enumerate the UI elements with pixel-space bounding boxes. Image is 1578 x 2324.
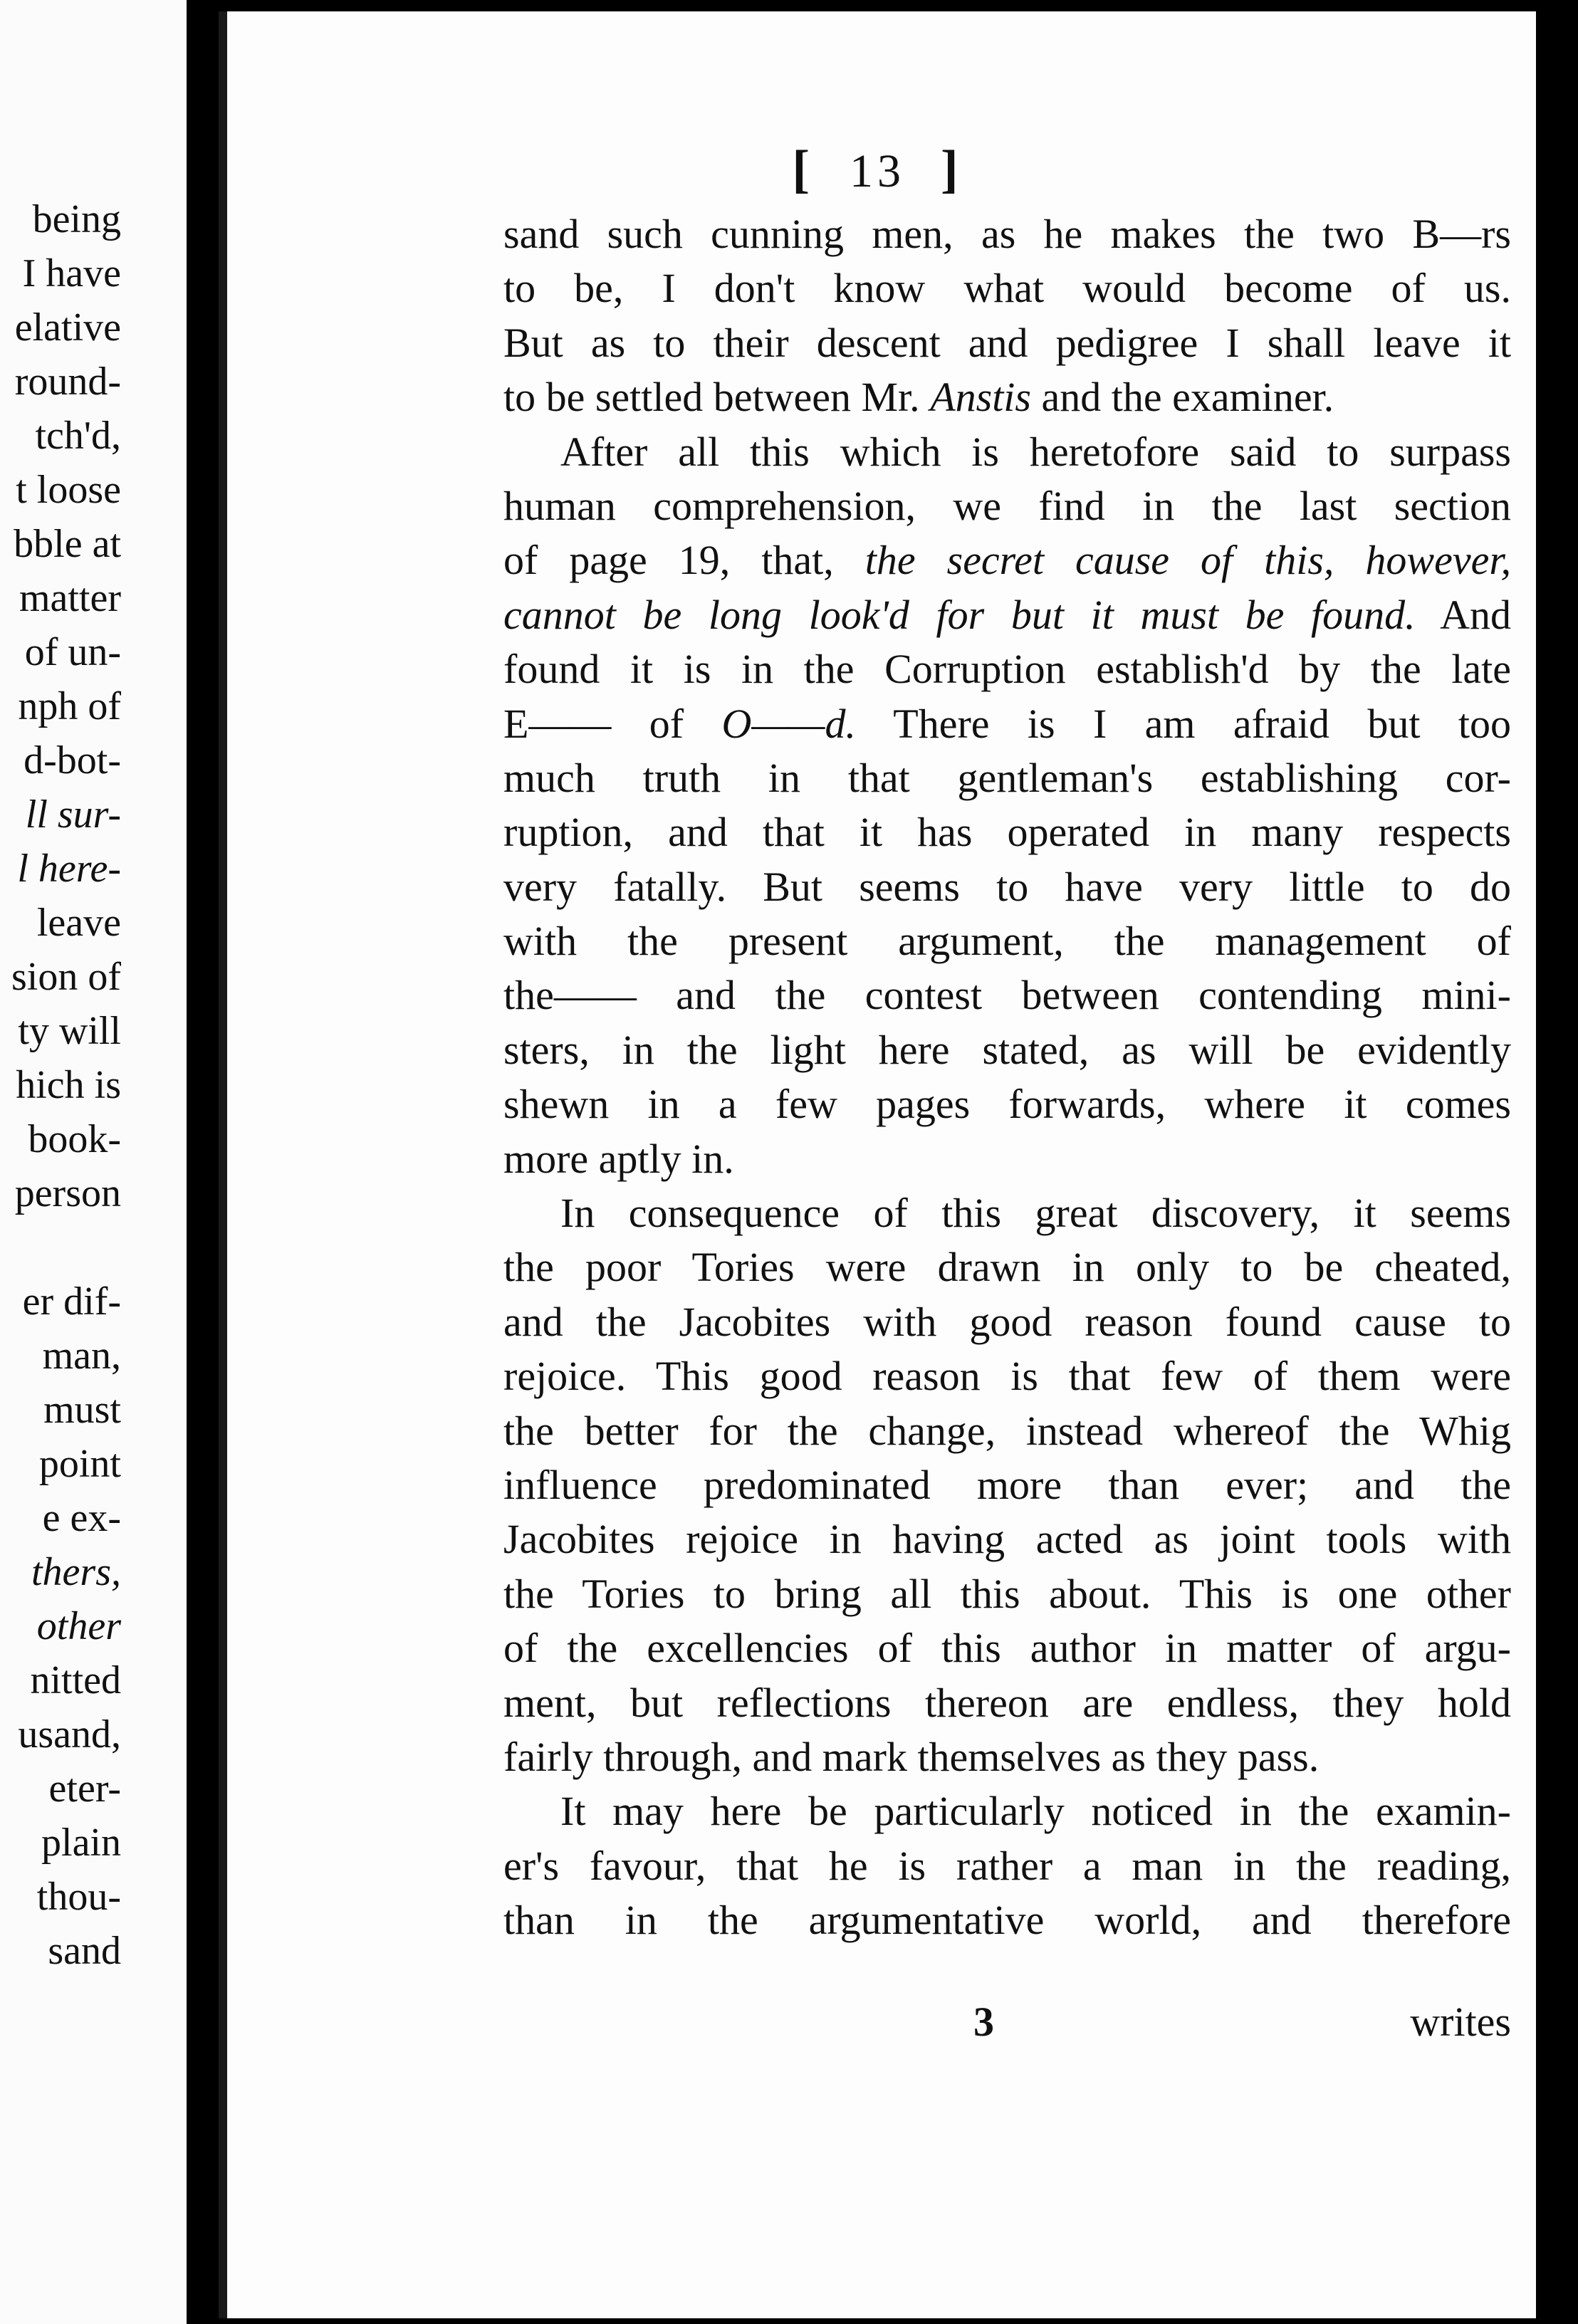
text-run: er's favour, that he is rather a man in the reading, xyxy=(503,1842,1511,1889)
text-run: sand such cunning men, as he makes the two B—rs xyxy=(503,211,1511,257)
text-run: And xyxy=(1415,591,1511,638)
facing-page-line: matter xyxy=(19,576,121,620)
open-bracket: [ xyxy=(792,140,814,199)
text-line xyxy=(503,1404,1511,1458)
facing-page-line: hich is xyxy=(16,1063,121,1107)
facing-page-line: leave xyxy=(36,901,121,945)
facing-page-line: eter- xyxy=(48,1766,121,1811)
facing-page-line: thers, xyxy=(31,1550,121,1594)
text-run: There is I am afraid but too xyxy=(856,700,1512,747)
facing-page-line: bble at xyxy=(14,522,121,566)
facing-page-line: usand, xyxy=(18,1712,121,1757)
close-bracket: ] xyxy=(941,140,963,199)
facing-page-line: e ex- xyxy=(42,1496,121,1540)
body-text xyxy=(503,207,1511,1948)
text-line xyxy=(503,697,1511,751)
text-run: ment, but reflections thereon are endless, they hold xyxy=(503,1679,1511,1726)
text-line xyxy=(503,1295,1511,1349)
text-run: very fatally. But seems to have very little to do xyxy=(503,863,1511,910)
text-line xyxy=(503,370,1511,424)
facing-page-line: elative xyxy=(14,305,121,350)
facing-page-line: of un- xyxy=(24,630,121,674)
text-line xyxy=(503,914,1511,968)
text-line xyxy=(503,425,1511,479)
facing-page-line: t loose xyxy=(16,468,121,512)
facing-page-line: ll sur- xyxy=(25,792,121,837)
text-run: of the excellencies of this author in matter of argu- xyxy=(503,1625,1511,1672)
text-line xyxy=(503,207,1511,261)
text-run: than in the argumentative world, and therefore xyxy=(503,1897,1511,1944)
italic-text: the secret cause of this, however, xyxy=(864,537,1511,584)
text-line xyxy=(503,1077,1511,1131)
text-line xyxy=(503,805,1511,859)
text-run: fairly through, and mark themselves as they pass. xyxy=(503,1733,1320,1780)
text-run: much truth in that gentleman's establishing cor- xyxy=(503,754,1511,801)
facing-page-line: nitted xyxy=(30,1658,121,1702)
italic-text: Anstis xyxy=(930,374,1031,421)
text-line xyxy=(503,1512,1511,1566)
text-line xyxy=(503,1839,1511,1893)
facing-page-line: book- xyxy=(28,1117,121,1161)
text-run: and the Jacobites with good reason found cause to xyxy=(503,1298,1511,1345)
catchword: writes xyxy=(1410,1999,1511,2045)
text-line xyxy=(503,1567,1511,1621)
facing-page-line: tch'd, xyxy=(35,414,121,458)
text-run: ruption, and that it has operated in many respects xyxy=(503,809,1511,856)
facing-page-line: plain xyxy=(41,1821,121,1865)
signature-mark: 3 xyxy=(973,1999,994,2045)
italic-text: O——d. xyxy=(721,700,856,747)
text-line xyxy=(503,1676,1511,1730)
text-line xyxy=(503,1349,1511,1403)
text-run: influence predominated more than ever; and the xyxy=(503,1461,1511,1508)
text-run: the—— and the contest between contending mini- xyxy=(503,972,1511,1019)
text-run: to be, I don't know what would become of us. xyxy=(503,265,1511,312)
text-line xyxy=(503,1784,1511,1838)
text-run: shewn in a few pages forwards, where it comes xyxy=(503,1081,1511,1128)
text-run: human comprehension, we find in the last section xyxy=(503,482,1511,529)
text-run: E—— of xyxy=(503,700,722,747)
gutter xyxy=(187,0,219,2324)
text-line xyxy=(503,968,1511,1022)
text-line xyxy=(503,1132,1511,1186)
facing-page-line: thou- xyxy=(36,1875,121,1919)
text-run: the Tories to bring all this about. This is one other xyxy=(503,1570,1511,1617)
text-run: found it is in the Corruption establish'd by the late xyxy=(503,646,1511,693)
facing-page-line: sion of xyxy=(11,955,121,999)
text-run: sters, in the light here stated, as will be evidently xyxy=(503,1026,1511,1073)
text-run: with the present argument, the management of xyxy=(503,918,1511,965)
text-line xyxy=(503,316,1511,370)
facing-page-line: person xyxy=(14,1171,121,1215)
text-line xyxy=(503,1893,1511,1947)
text-line xyxy=(503,261,1511,315)
page-footer xyxy=(503,1998,1511,2055)
book-page xyxy=(219,11,1536,2318)
text-line xyxy=(503,588,1511,642)
text-run: the better for the change, instead whereof the Whig xyxy=(503,1407,1511,1454)
text-line xyxy=(503,533,1511,587)
text-run: rejoice. This good reason is that few of them were xyxy=(503,1353,1511,1400)
text-run: to be settled between Mr. xyxy=(503,374,931,421)
facing-page-line: d-bot- xyxy=(23,738,121,782)
facing-page-line: round- xyxy=(14,360,121,404)
text-line xyxy=(503,1240,1511,1294)
facing-page-line: I have xyxy=(22,251,121,295)
text-line xyxy=(503,1730,1511,1784)
text-line xyxy=(503,751,1511,805)
facing-page-line: er dif- xyxy=(22,1279,121,1324)
italic-text: cannot be long look'd for but it must be found. xyxy=(503,591,1416,638)
text-line xyxy=(503,1023,1511,1077)
text-run: and the examiner. xyxy=(1031,374,1334,421)
facing-page-line: sand xyxy=(48,1929,121,1973)
text-run: It may here be particularly noticed in the examin- xyxy=(560,1788,1511,1835)
facing-page-line: ty will xyxy=(18,1009,121,1053)
facing-page-line: must xyxy=(43,1388,121,1432)
text-run: the poor Tories were drawn in only to be cheated, xyxy=(503,1244,1511,1291)
text-line xyxy=(503,1621,1511,1675)
text-run: After all this which is heretofore said to surpass xyxy=(560,428,1511,475)
page-edge xyxy=(219,11,227,2318)
text-run: But as to their descent and pedigree I shall leave it xyxy=(503,319,1511,366)
text-line xyxy=(503,1186,1511,1240)
text-run: In consequence of this great discovery, it seems xyxy=(560,1190,1511,1237)
page-header xyxy=(219,140,1536,200)
facing-page-line: point xyxy=(38,1442,121,1486)
facing-page-line: man, xyxy=(42,1334,121,1378)
text-run: Jacobites rejoice in having acted as joint tools with xyxy=(503,1516,1511,1563)
text-line xyxy=(503,642,1511,696)
facing-page-line: nph of xyxy=(18,684,121,728)
facing-page-fragment xyxy=(0,0,187,2324)
text-line xyxy=(503,479,1511,533)
facing-page-line: other xyxy=(36,1604,121,1648)
facing-page-line: l here- xyxy=(17,847,121,891)
page-number: 13 xyxy=(850,145,905,197)
text-line xyxy=(503,1458,1511,1512)
text-run: of page 19, that, xyxy=(503,537,865,584)
text-run: more aptly in. xyxy=(503,1135,734,1182)
facing-page-line: being xyxy=(32,197,121,241)
text-line xyxy=(503,860,1511,914)
